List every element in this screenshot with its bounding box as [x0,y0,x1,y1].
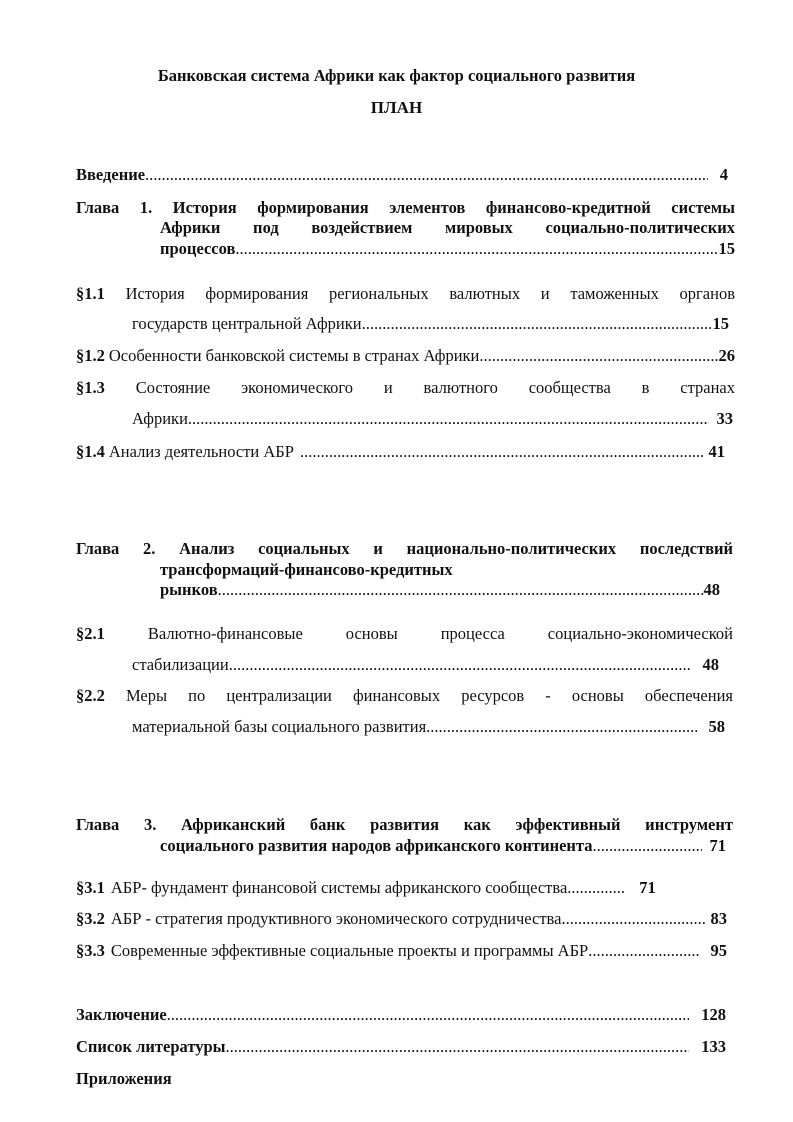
document-title: Банковская система Африки как фактор социального развития [157,66,636,85]
section-number: §1.3 [76,378,105,397]
toc-page: 4 [719,165,728,184]
toc-label: Введение [76,165,146,184]
section-2-2 [76,686,733,706]
chapter-title-line: социального развития народов африканского континента [160,836,593,855]
section-title: История формирования региональных валютных и таможенных органов [125,284,735,303]
section-number: §2.2 [76,686,105,705]
toc-entry-references [76,1037,726,1057]
section-2-1 [76,624,733,644]
toc-page: 41 [708,442,725,461]
section-number: §1.2 [76,346,105,365]
section-title: Валютно-финансовые основы процесса социально-экономической [147,624,734,643]
section-3-3 [76,941,727,961]
section-1-4 [76,442,725,462]
toc-page: 58 [708,717,725,736]
section-title: АБР - стратегия продуктивного экономического сотрудничества [110,909,562,928]
section-1-1 [76,284,735,304]
section-title: материальной базы социального развития [132,717,427,736]
chapter-label: Глава 3. [76,815,157,834]
section-title: Африки [132,409,188,428]
section-title: Особенности банковской системы в странах Африки [108,346,480,365]
section-1-3-end [132,409,733,429]
chapter-1-heading [76,198,735,218]
section-2-1-end [132,655,719,675]
toc-page: 128 [701,1005,726,1024]
chapter-3-title-end [160,836,726,856]
section-number: §2.1 [76,624,105,643]
chapter-3-heading [76,815,733,835]
chapter-title-line: История формирования элементов финансово-кредитной системы [172,198,735,217]
toc-label: Список литературы [76,1037,226,1056]
section-3-2 [76,909,727,929]
toc-entry-appendix: Приложения [76,1069,172,1088]
chapter-label: Глава 1. [76,198,153,217]
chapter-2-heading [76,539,733,559]
section-1-2 [76,346,735,366]
chapter-label: Глава 2. [76,539,156,558]
toc-page: 95 [710,941,727,960]
section-title: государств центральной Африки [132,314,362,333]
toc-page: 133 [701,1037,726,1056]
section-number: §3.3 [76,941,105,960]
toc-page: 48 [702,655,719,674]
chapter-title-line: рынков [160,580,218,599]
chapter-title-line: трансформаций-финансово-кредитных [160,560,453,579]
toc-page: 15 [718,239,735,258]
chapter-1-title-end [160,239,735,259]
toc-label: Заключение [76,1005,167,1024]
toc-page: 33 [716,409,733,428]
toc-page: 71 [709,836,726,855]
chapter-title-line: Африканский банк развития как эффективный инструмент [181,815,733,834]
section-2-2-end [132,717,725,737]
section-title: стабилизации [132,655,229,674]
section-number: §1.4 [76,442,105,461]
section-1-3 [76,378,735,398]
section-title: Анализ деятельности АБР [108,442,294,461]
toc-entry-intro [76,165,728,185]
toc-page: 83 [710,909,727,928]
section-number: §3.2 [76,909,105,928]
toc-page: 26 [718,346,735,365]
plan-heading: ПЛАН [370,98,423,117]
toc-page: 48 [703,580,720,599]
section-1-1-end [132,314,729,334]
section-number: §3.1 [76,878,105,897]
chapter-title-line: Анализ социальных и национально-политических последствий [179,539,733,558]
section-3-1 [76,878,725,898]
section-number: §1.1 [76,284,105,303]
section-title: Состояние экономического и валютного сообщества в странах [135,378,735,397]
chapter-title-line: Африки под воздействием мировых социально-политических [160,218,735,237]
toc-page: 15 [712,314,729,333]
section-title: Современные эффективные социальные проекты и программы АБР [110,941,589,960]
section-title: Меры по централизации финансовых ресурсов - основы обеспечения [125,686,733,705]
toc-entry-conclusion [76,1005,726,1025]
chapter-title-line: процессов [160,239,236,258]
section-title: АБР- фундамент финансовой системы африканского сообщества [110,878,568,897]
chapter-2-title-end [160,580,720,600]
toc-page: 71 [639,878,656,897]
